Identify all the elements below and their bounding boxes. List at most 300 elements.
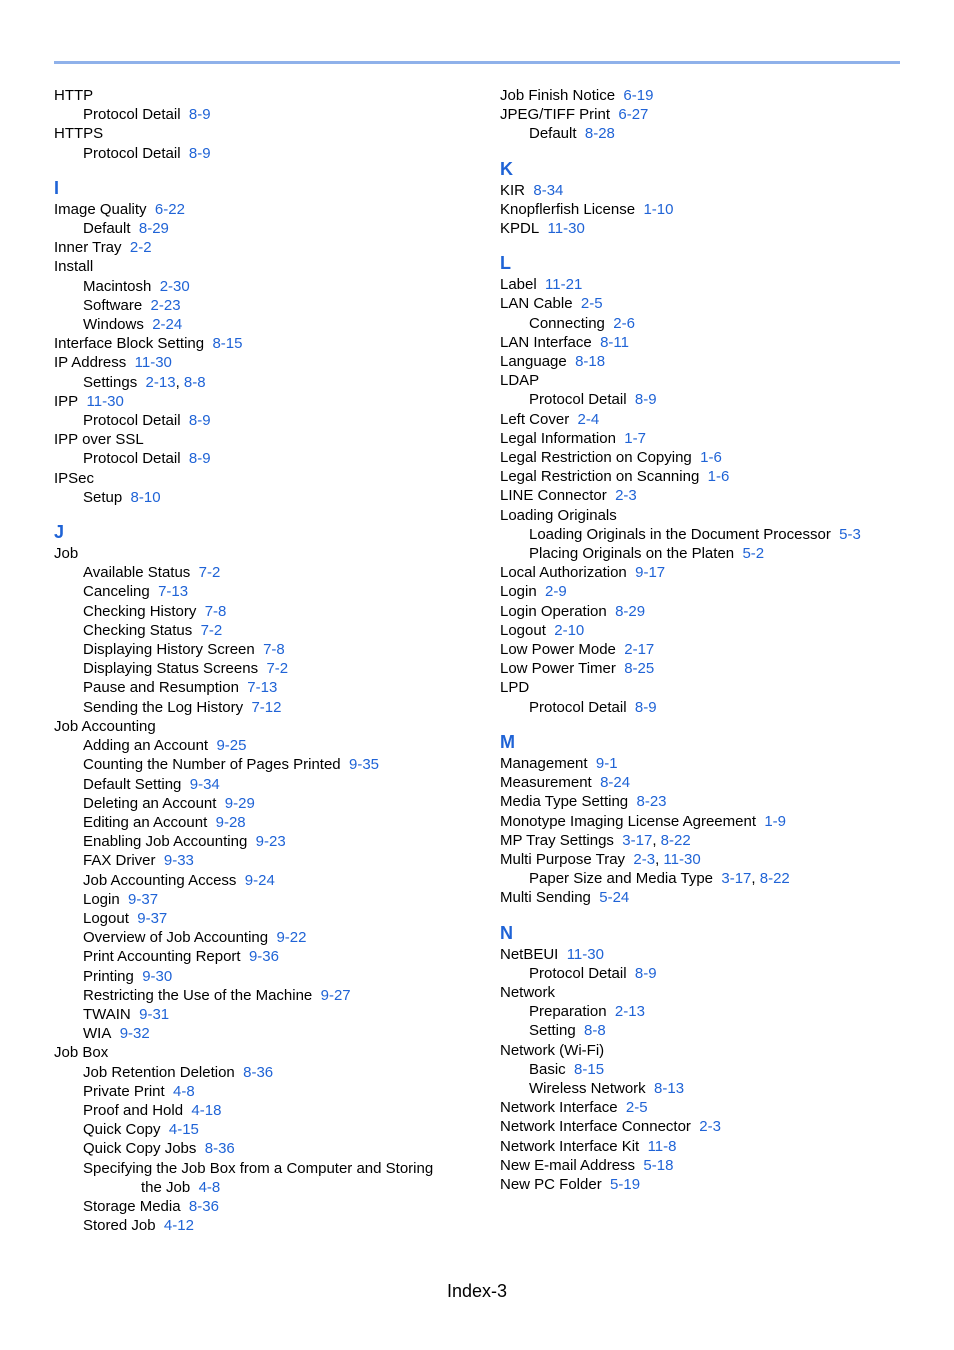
index-term: FAX Driver bbox=[83, 852, 156, 870]
page-reference-link[interactable]: 9-34 bbox=[189, 775, 220, 793]
index-term: Specifying the Job Box from a Computer and Storing bbox=[83, 1159, 434, 1177]
index-subentry bbox=[54, 928, 474, 947]
index-term: Proof and Hold bbox=[83, 1101, 184, 1119]
index-term: Image Quality bbox=[54, 200, 147, 218]
index-term: Connecting bbox=[529, 314, 605, 332]
index-subentry bbox=[54, 411, 474, 430]
index-term: Placing Originals on the Platen bbox=[529, 545, 735, 563]
page-reference-link[interactable]: 3-17 bbox=[721, 870, 752, 888]
page-reference-link[interactable]: 4-15 bbox=[168, 1121, 199, 1139]
page-reference-link[interactable]: 2-30 bbox=[159, 277, 190, 295]
page-reference-link[interactable]: 2-9 bbox=[545, 583, 567, 601]
page-reference-link[interactable]: 3-17 bbox=[622, 831, 653, 849]
page-reference-link[interactable]: 2-17 bbox=[624, 641, 655, 659]
index-subentry bbox=[54, 1082, 474, 1101]
index-subentry bbox=[54, 105, 474, 124]
index-term: Default bbox=[83, 220, 131, 238]
index-subentry bbox=[54, 1159, 474, 1178]
page-reference-link[interactable]: 9-22 bbox=[276, 929, 307, 947]
index-term: Login bbox=[500, 583, 537, 601]
page-reference-link[interactable]: 11-8 bbox=[647, 1137, 677, 1155]
index-term: Pause and Resumption bbox=[83, 679, 239, 697]
page-reference-link[interactable]: 8-22 bbox=[759, 870, 790, 888]
index-entry bbox=[500, 86, 900, 105]
index-entry bbox=[500, 352, 900, 371]
index-term: New E-mail Address bbox=[500, 1156, 636, 1174]
index-entry: MP Tray Settings 3-17, 8-22 bbox=[500, 831, 691, 849]
index-term: Label bbox=[500, 276, 537, 294]
index-entry bbox=[500, 1041, 900, 1060]
index-letter-heading: K bbox=[500, 158, 513, 179]
index-subentry bbox=[54, 1197, 474, 1216]
index-subentry bbox=[54, 775, 474, 794]
page-reference-link[interactable]: 8-36 bbox=[204, 1140, 235, 1158]
index-term: Monotype Imaging License Agreement bbox=[500, 812, 756, 830]
index-entry bbox=[54, 86, 474, 105]
page-reference-link[interactable]: 9-1 bbox=[595, 754, 618, 772]
index-subentry bbox=[54, 851, 474, 870]
index-subentry bbox=[54, 678, 474, 697]
page-reference-link[interactable]: 5-2 bbox=[742, 545, 765, 563]
index-entry bbox=[500, 486, 900, 505]
index-entry bbox=[500, 812, 900, 831]
index-subentry bbox=[500, 390, 900, 409]
page-reference-link[interactable]: 11-21 bbox=[545, 276, 583, 294]
index-term: Legal Information bbox=[500, 429, 616, 447]
index-subentry bbox=[54, 277, 474, 296]
page-reference-link[interactable]: 9-33 bbox=[163, 852, 194, 870]
index-term: Knopflerfish License bbox=[500, 200, 636, 218]
index-term: Checking History bbox=[83, 602, 197, 620]
index-subentry bbox=[500, 1021, 900, 1040]
page-reference-link[interactable]: 2-5 bbox=[580, 295, 603, 313]
index-term: WIA bbox=[83, 1025, 112, 1043]
index-term: Protocol Detail bbox=[529, 698, 627, 716]
page-reference-link[interactable]: 2-13 bbox=[614, 1003, 645, 1021]
page-reference-link[interactable]: 8-8 bbox=[183, 373, 206, 391]
index-subentry bbox=[500, 1002, 900, 1021]
index-entry bbox=[54, 1043, 474, 1062]
index-entry bbox=[500, 1137, 900, 1156]
index-subentry bbox=[54, 219, 474, 238]
page-reference-link[interactable]: 9-17 bbox=[635, 564, 666, 582]
page-reference-link[interactable]: 2-3 bbox=[633, 850, 656, 868]
index-term: Available Status bbox=[83, 564, 191, 582]
index-subentry bbox=[54, 1178, 474, 1197]
index-letter-heading: J bbox=[54, 522, 65, 543]
page-reference-link[interactable]: 8-15 bbox=[212, 335, 243, 353]
page-reference-link[interactable]: 2-4 bbox=[577, 410, 600, 428]
index-term: Deleting an Account bbox=[83, 794, 217, 812]
index-subentry bbox=[54, 736, 474, 755]
index-term: Low Power Timer bbox=[500, 660, 616, 678]
index-entry bbox=[500, 410, 900, 429]
index-entry bbox=[500, 621, 900, 640]
page-reference-link[interactable]: 2-13 bbox=[145, 373, 176, 391]
index-letter-heading: N bbox=[500, 922, 513, 943]
index-letter-heading: L bbox=[500, 253, 511, 274]
index-entry bbox=[500, 275, 900, 294]
index-entry bbox=[500, 1098, 900, 1117]
page-reference-link[interactable]: 4-8 bbox=[198, 1178, 221, 1196]
index-term: Canceling bbox=[83, 583, 150, 601]
page-reference-link[interactable]: 8-24 bbox=[600, 774, 631, 792]
page-reference-link[interactable]: 8-36 bbox=[243, 1063, 274, 1081]
page-reference-link[interactable]: 2-5 bbox=[625, 1099, 648, 1117]
index-term: Macintosh bbox=[83, 277, 152, 295]
page-reference-link[interactable]: 5-3 bbox=[839, 525, 861, 543]
page-reference-link[interactable]: 5-24 bbox=[599, 889, 630, 907]
page-reference-link[interactable]: 8-9 bbox=[634, 698, 657, 716]
page-reference-link[interactable]: 6-27 bbox=[618, 106, 649, 124]
index-term: New PC Folder bbox=[500, 1175, 602, 1193]
index-subentry bbox=[54, 1005, 474, 1024]
page-reference-link[interactable]: 7-12 bbox=[251, 698, 282, 716]
page-reference-link[interactable]: 9-36 bbox=[248, 948, 279, 966]
index-entry bbox=[500, 294, 900, 313]
page-reference-link[interactable]: 5-18 bbox=[643, 1156, 674, 1174]
page-reference-link[interactable]: 9-29 bbox=[224, 794, 255, 812]
index-entry bbox=[500, 773, 900, 792]
index-entry bbox=[500, 219, 900, 238]
page-reference-link[interactable]: 2-3 bbox=[699, 1118, 721, 1136]
index-subentry bbox=[54, 755, 474, 774]
index-subentry bbox=[54, 967, 474, 986]
index-term: Local Authorization bbox=[500, 564, 627, 582]
page-reference-link[interactable]: 8-9 bbox=[188, 412, 211, 430]
page-reference-link[interactable]: 9-37 bbox=[137, 909, 168, 927]
index-entry bbox=[500, 983, 900, 1002]
index-subentry bbox=[54, 909, 474, 928]
index-term: Login bbox=[83, 890, 120, 908]
index-term: Windows bbox=[83, 316, 144, 334]
index-term: Install bbox=[54, 258, 94, 276]
index-term: Inner Tray bbox=[54, 239, 122, 257]
index-term: Displaying Status Screens bbox=[83, 660, 259, 678]
index-term: Network bbox=[500, 983, 556, 1001]
page-reference-link[interactable]: 7-2 bbox=[198, 564, 221, 582]
index-term: Protocol Detail bbox=[529, 964, 627, 982]
index-entry bbox=[500, 754, 900, 773]
index-entry bbox=[500, 200, 900, 219]
page-reference-link[interactable]: 4-8 bbox=[173, 1082, 195, 1100]
index-term: Default bbox=[529, 125, 577, 143]
page-reference-link[interactable]: 1-6 bbox=[707, 468, 730, 486]
index-term: Protocol Detail bbox=[83, 106, 181, 124]
index-term: HTTP bbox=[54, 87, 94, 104]
page-reference-link[interactable]: 8-9 bbox=[188, 144, 211, 162]
index-term: Counting the Number of Pages Printed bbox=[83, 756, 341, 774]
index-term: LAN Interface bbox=[500, 333, 592, 351]
index-subentry bbox=[54, 449, 474, 468]
index-entry bbox=[500, 640, 900, 659]
index-term: Editing an Account bbox=[83, 813, 208, 831]
index-entry bbox=[54, 392, 474, 411]
index-entry bbox=[500, 945, 900, 964]
index-term: Overview of Job Accounting bbox=[83, 929, 269, 947]
page-reference-link[interactable]: 8-29 bbox=[138, 220, 169, 238]
index-entry bbox=[54, 353, 474, 372]
index-term: Login Operation bbox=[500, 602, 607, 620]
index-term: Preparation bbox=[529, 1003, 607, 1021]
index-term: Loading Originals in the Document Processor bbox=[529, 525, 831, 543]
index-term: Logout bbox=[500, 621, 546, 639]
index-subentry bbox=[500, 124, 900, 143]
index-letter-heading: I bbox=[54, 177, 60, 198]
page-reference-link[interactable]: 8-9 bbox=[188, 106, 211, 124]
index-term: Low Power Mode bbox=[500, 641, 616, 659]
index-term: Job bbox=[54, 545, 79, 563]
page-reference-link[interactable]: 8-13 bbox=[654, 1079, 685, 1097]
page-reference-link[interactable]: 11-30 bbox=[547, 220, 585, 238]
index-term: Interface Block Setting bbox=[54, 335, 205, 353]
index-column-left bbox=[54, 86, 474, 1235]
index-entry bbox=[54, 238, 474, 257]
index-term: Sending the Log History bbox=[83, 698, 244, 716]
index-entry bbox=[500, 888, 900, 907]
index-term: Protocol Detail bbox=[83, 450, 181, 468]
index-subentry bbox=[54, 1101, 474, 1120]
page-reference-link[interactable]: 9-25 bbox=[216, 737, 247, 755]
index-subentry bbox=[54, 1120, 474, 1139]
index-subentry bbox=[500, 525, 900, 544]
index-subentry bbox=[54, 1024, 474, 1043]
page-reference-link[interactable]: 2-24 bbox=[152, 316, 183, 334]
index-term: Enabling Job Accounting bbox=[83, 833, 248, 851]
index-term: HTTPS bbox=[54, 125, 104, 143]
index-term: Multi Sending bbox=[500, 889, 591, 907]
index-term: Adding an Account bbox=[83, 737, 209, 755]
index-entry bbox=[500, 181, 900, 200]
index-term: Network Interface Connector bbox=[500, 1118, 691, 1136]
page-reference-link[interactable]: 9-24 bbox=[244, 871, 275, 889]
index-entry bbox=[500, 429, 900, 448]
page-reference-link[interactable]: 8-8 bbox=[584, 1022, 606, 1040]
index-entry bbox=[500, 333, 900, 352]
index-term: Legal Restriction on Copying bbox=[500, 449, 692, 467]
page-reference-link[interactable]: 8-9 bbox=[634, 964, 657, 982]
index-subentry bbox=[54, 813, 474, 832]
index-term: JPEG/TIFF Print bbox=[500, 106, 611, 124]
index-subentry bbox=[54, 315, 474, 334]
page-reference-link[interactable]: 8-36 bbox=[188, 1197, 219, 1215]
index-subentry bbox=[54, 621, 474, 640]
page-reference-link[interactable]: 11-30 bbox=[86, 392, 124, 410]
index-entry bbox=[500, 582, 900, 601]
index-term: LPD bbox=[500, 679, 530, 697]
index-term: Legal Restriction on Scanning bbox=[500, 468, 700, 486]
page-reference-link[interactable]: 1-9 bbox=[764, 812, 787, 830]
index-subentry bbox=[500, 314, 900, 333]
index-subentry bbox=[54, 488, 474, 507]
index-subentry bbox=[54, 986, 474, 1005]
index-term: Logout bbox=[83, 909, 129, 927]
index-term: Restricting the Use of the Machine bbox=[83, 986, 313, 1004]
page-reference-link[interactable]: 9-27 bbox=[320, 986, 351, 1004]
page-reference-link[interactable]: 8-10 bbox=[130, 488, 161, 506]
index-subentry bbox=[54, 640, 474, 659]
index-subentry bbox=[54, 1216, 474, 1235]
index-entry: Multi Purpose Tray 2-3, 11-30 bbox=[500, 850, 701, 868]
index-entry bbox=[500, 506, 900, 525]
page-reference-link[interactable]: 7-2 bbox=[266, 660, 289, 678]
index-term: MP Tray Settings bbox=[500, 831, 614, 849]
index-term: the Job bbox=[141, 1178, 191, 1196]
index-term: NetBEUI bbox=[500, 945, 559, 963]
index-term: Basic bbox=[529, 1060, 566, 1078]
index-entry bbox=[54, 717, 474, 736]
index-term: Setup bbox=[83, 488, 123, 506]
page-reference-link[interactable]: 8-9 bbox=[188, 450, 211, 468]
index-term: Storage Media bbox=[83, 1197, 181, 1215]
index-subentry bbox=[54, 698, 474, 717]
index-term: Settings bbox=[83, 373, 138, 391]
index-term: Quick Copy Jobs bbox=[83, 1140, 197, 1158]
page-reference-link[interactable]: 2-23 bbox=[150, 296, 181, 314]
index-entry bbox=[500, 602, 900, 621]
index-term: Multi Purpose Tray bbox=[500, 850, 626, 868]
page-reference-link[interactable]: 9-28 bbox=[215, 813, 246, 831]
index-term: Setting bbox=[529, 1022, 576, 1040]
index-term: TWAIN bbox=[83, 1005, 131, 1023]
page-reference-link[interactable]: 6-19 bbox=[623, 87, 654, 104]
page-reference-link[interactable]: 2-6 bbox=[613, 314, 635, 332]
page-reference-link[interactable]: 8-29 bbox=[615, 602, 646, 620]
index-term: Displaying History Screen bbox=[83, 641, 255, 659]
index-term: Private Print bbox=[83, 1082, 165, 1100]
page-reference-link[interactable]: 7-13 bbox=[158, 583, 189, 601]
index-term: Printing bbox=[83, 967, 134, 985]
index-term: Management bbox=[500, 754, 588, 772]
page-reference-link[interactable]: 8-9 bbox=[634, 391, 657, 409]
page-reference-link[interactable]: 2-3 bbox=[615, 487, 637, 505]
page-reference-link[interactable]: 8-22 bbox=[660, 831, 691, 849]
page-reference-link[interactable]: 1-7 bbox=[624, 429, 646, 447]
page-reference-link[interactable]: 7-2 bbox=[200, 621, 223, 639]
index-entry bbox=[500, 792, 900, 811]
index-entry bbox=[500, 1156, 900, 1175]
page-reference-link[interactable]: 8-28 bbox=[584, 125, 615, 143]
index-subentry bbox=[54, 1063, 474, 1082]
index-subentry bbox=[500, 964, 900, 983]
index-subentry bbox=[54, 602, 474, 621]
index-term: Quick Copy bbox=[83, 1121, 161, 1139]
page-reference-link[interactable]: 9-37 bbox=[128, 890, 159, 908]
index-term: LDAP bbox=[500, 372, 540, 390]
index-entry bbox=[54, 124, 474, 143]
index-term: Network Interface Kit bbox=[500, 1137, 640, 1155]
page-reference-link[interactable]: 6-22 bbox=[154, 200, 185, 218]
index-term: Job Box bbox=[54, 1044, 109, 1062]
index-entry bbox=[500, 467, 900, 486]
index-entry bbox=[54, 200, 474, 219]
index-term: Job Finish Notice bbox=[500, 87, 616, 104]
page-reference-link[interactable]: 8-18 bbox=[575, 353, 606, 371]
index-entry bbox=[500, 678, 900, 697]
index-entry bbox=[54, 544, 474, 563]
index-subentry bbox=[500, 1060, 900, 1079]
index-term: Job Accounting bbox=[54, 717, 156, 735]
page-reference-link[interactable]: 8-11 bbox=[600, 333, 629, 351]
index-term: IPSec bbox=[54, 469, 95, 487]
page-reference-link[interactable]: 9-31 bbox=[139, 1005, 170, 1023]
page-reference-link[interactable]: 11-30 bbox=[134, 354, 172, 372]
index-term: Network (Wi-Fi) bbox=[500, 1041, 605, 1059]
page-reference-link[interactable]: 8-34 bbox=[533, 181, 564, 199]
index-term: Software bbox=[83, 296, 143, 314]
index-subentry bbox=[54, 794, 474, 813]
index-entry bbox=[500, 1117, 900, 1136]
index-entry bbox=[500, 448, 900, 467]
index-entry bbox=[500, 105, 900, 124]
index-term: LINE Connector bbox=[500, 487, 607, 505]
index-term: Media Type Setting bbox=[500, 793, 629, 811]
index-subentry bbox=[54, 296, 474, 315]
index-term: Stored Job bbox=[83, 1217, 156, 1235]
page-reference-link[interactable]: 2-10 bbox=[554, 621, 585, 639]
index-term: Measurement bbox=[500, 774, 592, 792]
page-reference-link[interactable]: 5-19 bbox=[610, 1175, 641, 1193]
index-entry bbox=[54, 334, 474, 353]
index-column-right bbox=[500, 86, 900, 1194]
index-term: Network Interface bbox=[500, 1099, 618, 1117]
index-subentry bbox=[500, 544, 900, 563]
index-entry bbox=[500, 1175, 900, 1194]
index-entry bbox=[500, 659, 900, 678]
index-subentry: Paper Size and Media Type 3-17, 8-22 bbox=[529, 870, 790, 888]
index-subentry bbox=[54, 659, 474, 678]
index-term: Wireless Network bbox=[529, 1079, 646, 1097]
page-reference-link[interactable]: 8-25 bbox=[624, 660, 655, 678]
index-subentry bbox=[54, 144, 474, 163]
index-subentry bbox=[54, 832, 474, 851]
page-reference-link[interactable]: 4-18 bbox=[191, 1101, 222, 1119]
top-rule bbox=[54, 61, 900, 64]
index-term: Job Retention Deletion bbox=[83, 1063, 235, 1081]
page-reference-link[interactable]: 7-8 bbox=[263, 641, 285, 659]
index-term: Protocol Detail bbox=[529, 391, 627, 409]
page-reference-link[interactable]: 4-12 bbox=[163, 1217, 194, 1235]
page-reference-link[interactable]: 9-32 bbox=[119, 1025, 150, 1043]
index-term: Protocol Detail bbox=[83, 412, 181, 430]
index-term: IPP over SSL bbox=[54, 431, 144, 449]
page-reference-link[interactable]: 1-10 bbox=[643, 200, 674, 218]
index-term: Job Accounting Access bbox=[83, 871, 237, 889]
page-reference-link[interactable]: 9-30 bbox=[142, 967, 173, 985]
page-reference-link[interactable]: 11-30 bbox=[566, 945, 604, 963]
page-reference-link[interactable]: 11-30 bbox=[663, 850, 701, 868]
page-reference-link[interactable]: 7-13 bbox=[247, 679, 278, 697]
index-term: Default Setting bbox=[83, 775, 182, 793]
index-term: KPDL bbox=[500, 220, 540, 238]
page-reference-link[interactable]: 8-23 bbox=[636, 793, 667, 811]
page-reference-link[interactable]: 8-15 bbox=[574, 1060, 605, 1078]
page-reference-link[interactable]: 1-6 bbox=[700, 449, 722, 467]
index-term: Checking Status bbox=[83, 621, 193, 639]
page-reference-link[interactable]: 2-2 bbox=[129, 239, 152, 257]
page-reference-link[interactable]: 7-8 bbox=[204, 602, 227, 620]
index-term: IP Address bbox=[54, 354, 127, 372]
index-term: Language bbox=[500, 353, 567, 371]
index-entry bbox=[54, 430, 474, 449]
index-subentry bbox=[54, 582, 474, 601]
index-term: KIR bbox=[500, 181, 526, 199]
page-reference-link[interactable]: 9-35 bbox=[349, 756, 380, 774]
index-entry bbox=[500, 563, 900, 582]
index-entry bbox=[500, 371, 900, 390]
index-entry bbox=[54, 257, 474, 276]
page-reference-link[interactable]: 9-23 bbox=[255, 833, 286, 851]
